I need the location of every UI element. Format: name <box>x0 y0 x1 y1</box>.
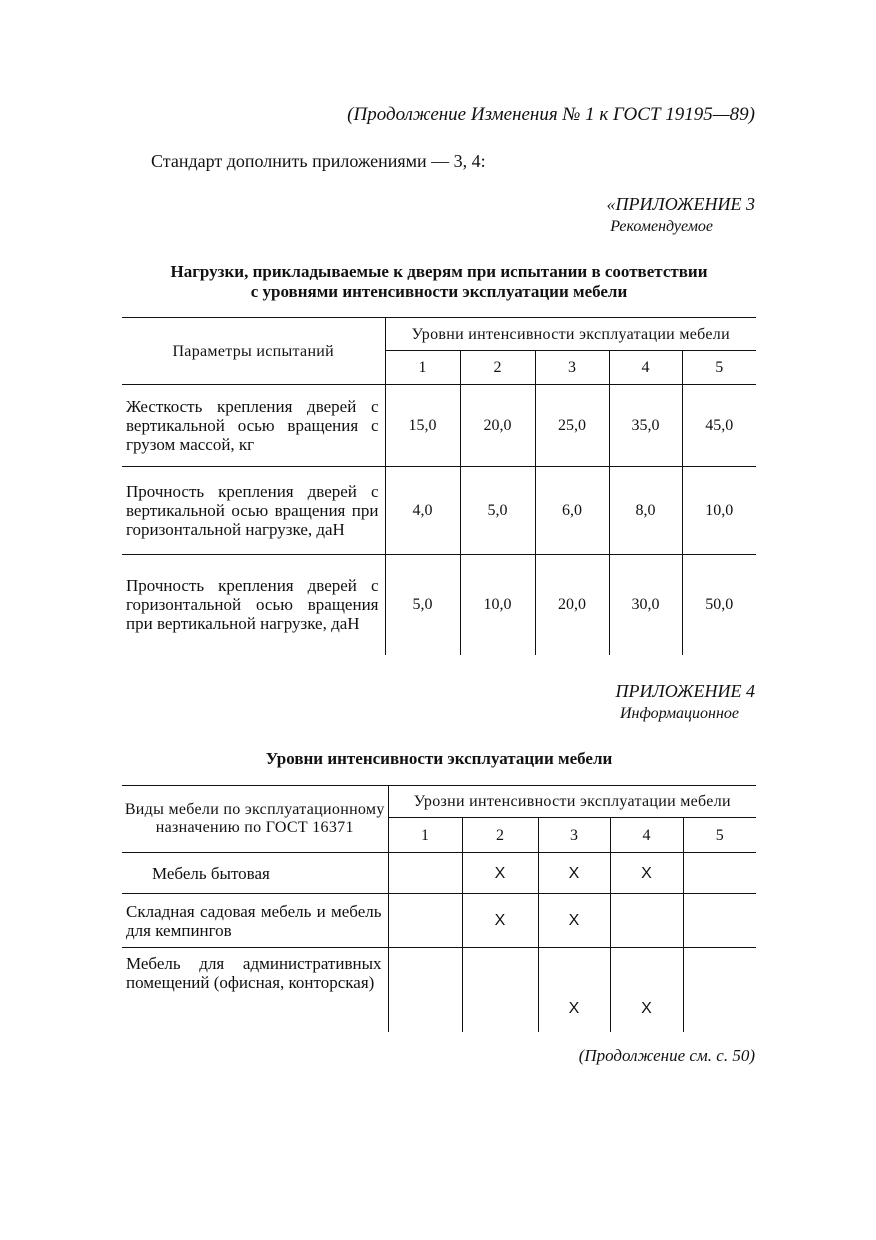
table2-row1-mark <box>388 853 462 894</box>
table1-level-4: 4 <box>609 351 682 385</box>
table2-title: Уровни интенсивности эксплуатации мебели <box>265 749 613 768</box>
table2-row1-mark: X <box>610 853 683 894</box>
usage-levels-table <box>122 785 756 1032</box>
table1-row2-value: 6,0 <box>535 467 609 555</box>
table2-row2-mark: X <box>538 894 610 948</box>
table1-row2-value: 5,0 <box>460 467 535 555</box>
table2-row2-mark <box>388 894 462 948</box>
intro-text: Стандарт дополнить приложениями — 3, 4: <box>151 151 486 171</box>
appendix3-subtitle: Рекомендуемое <box>610 218 713 235</box>
table2-row2-mark <box>610 894 683 948</box>
table2-row1-label: Мебель бытовая <box>122 853 388 894</box>
table1-row3-value: 5,0 <box>385 555 460 655</box>
table2-row3-mark <box>388 948 462 1032</box>
table2-row3-mark: X <box>538 948 610 1032</box>
table1-row3-value: 30,0 <box>609 555 682 655</box>
table2-row1-mark: X <box>538 853 610 894</box>
table2-row2-label: Складная садовая мебель и мебель для кемпингов <box>122 894 388 948</box>
table1-level-5: 5 <box>682 351 756 385</box>
table-row <box>122 894 756 948</box>
footer-continuation: (Продолжение см. с. 50) <box>578 1046 755 1065</box>
table-row <box>122 853 756 894</box>
appendix4-title: ПРИЛОЖЕНИЕ 4 <box>615 681 755 701</box>
table1-row3-value: 50,0 <box>682 555 756 655</box>
table1-row2-label: Прочность крепления дверей с вертикальной осью вращения при горизонтальной нагрузке, даН <box>122 467 385 555</box>
table-row <box>122 948 756 1032</box>
table2-row1-mark: X <box>462 853 538 894</box>
table-row <box>122 467 756 555</box>
table2-level-5: 5 <box>683 818 756 853</box>
table2-row3-mark <box>683 948 756 1032</box>
table1-row2-value: 8,0 <box>609 467 682 555</box>
table1-row3-value: 20,0 <box>535 555 609 655</box>
table1-title-line1: Нагрузки, прикладываемые к дверям при испытании в соответствии <box>170 262 708 281</box>
table2-header-kind: Виды мебели по эксплуатационному назначению по ГОСТ 16371 <box>122 786 388 853</box>
table1-row3-value: 10,0 <box>460 555 535 655</box>
table2-row3-mark <box>462 948 538 1032</box>
table1-row1-value: 35,0 <box>609 385 682 467</box>
appendix4-subtitle: Информационное <box>619 705 739 722</box>
table1-row1-value: 15,0 <box>385 385 460 467</box>
table1-level-1: 1 <box>385 351 460 385</box>
table1-row1-value: 25,0 <box>535 385 609 467</box>
table2-header-levels: Урозни интенсивности эксплуатации мебели <box>388 786 756 818</box>
appendix3-title: «ПРИЛОЖЕНИЕ 3 <box>606 194 755 214</box>
table1-row2-value: 10,0 <box>682 467 756 555</box>
table1-row1-value: 20,0 <box>460 385 535 467</box>
table1-header-param: Параметры испытаний <box>122 318 385 385</box>
table1-header-levels: Уровни интенсивности эксплуатации мебели <box>385 318 756 351</box>
table2-row3-mark: X <box>610 948 683 1032</box>
loads-table <box>122 317 756 655</box>
table2-level-3: 3 <box>538 818 610 853</box>
table2-level-2: 2 <box>462 818 538 853</box>
table1-row1-value: 45,0 <box>682 385 756 467</box>
table-row <box>122 385 756 467</box>
table2-row2-mark: X <box>462 894 538 948</box>
table1-level-2: 2 <box>460 351 535 385</box>
table2-row1-mark <box>683 853 756 894</box>
header-continuation: (Продолжение Изменения № 1 к ГОСТ 19195—89) <box>347 104 755 125</box>
table1-row1-label: Жесткость крепления дверей с вертикальной осью вращения с грузом массой, кг <box>122 385 385 467</box>
table2-row2-mark <box>683 894 756 948</box>
table1-title-line2: с уровнями интенсивности эксплуатации мебели <box>250 282 628 301</box>
table2-level-4: 4 <box>610 818 683 853</box>
table2-row3-label: Мебель для административных помещений (офисная, конторская) <box>126 954 382 992</box>
table-row <box>122 555 756 655</box>
table1-row3-label: Прочность крепления дверей с горизонтальной осью вращения при вертикальной нагрузке, даН <box>126 576 379 634</box>
table1-level-3: 3 <box>535 351 609 385</box>
table2-level-1: 1 <box>388 818 462 853</box>
table1-title <box>122 262 756 302</box>
table1-row2-value: 4,0 <box>385 467 460 555</box>
